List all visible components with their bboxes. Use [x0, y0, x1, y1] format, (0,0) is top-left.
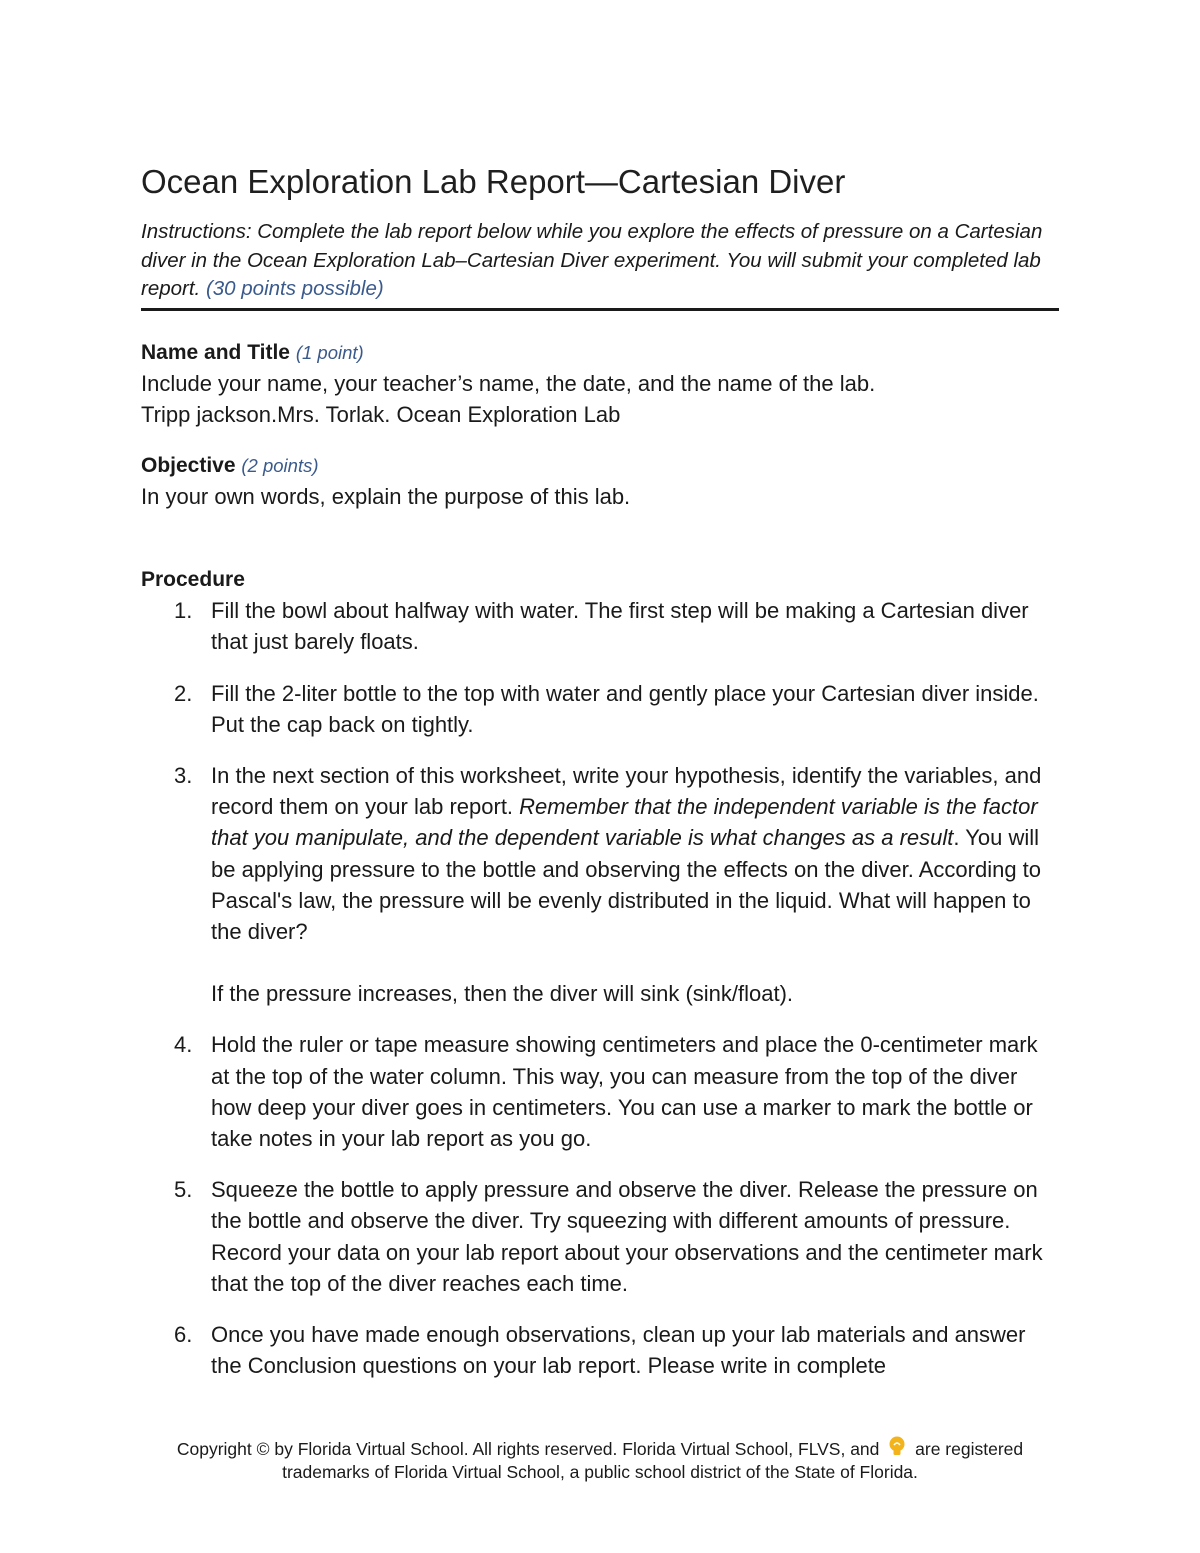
step-number: 4. — [174, 1032, 193, 1058]
instructions-text: Instructions: Complete the lab report below while you explore the effects of pressure on a Cartesian diver in the Ocean Exploration Lab–Cartesian Diver experiment. You will submit your completed lab report. — [141, 220, 1043, 300]
step-text: Hold the ruler or tape measure showing centimeters and place the 0-centimeter mark at the top of the water column. This way, you can measure from the top of the diver how deep your diver goes in centimeters. You can use a marker to mark the bottle or take notes in your lab report as you go. — [211, 1032, 1038, 1151]
procedure-heading — [141, 564, 1059, 595]
step-text: Fill the 2-liter bottle to the top with water and gently place your Cartesian diver inside. Put the cap back on tightly. — [211, 680, 1039, 737]
procedure-step — [141, 678, 1059, 740]
footer-text-a: Copyright © by Florida Virtual School. All rights reserved. Florida Virtual School, FLVS, and — [176, 1439, 880, 1459]
name-title-prompt: Include your name, your teacher’s name, the date, and the name of the lab. — [141, 370, 876, 396]
step-text: In the next section of this worksheet, write your hypothesis, identify the variables, and record them on your lab report. — [211, 762, 1042, 820]
procedure-step — [141, 1174, 1059, 1299]
name-title-heading — [141, 337, 1059, 368]
footer-line-1 — [0, 1436, 1200, 1461]
lightbulb-icon — [888, 1436, 906, 1458]
instructions — [141, 218, 1059, 311]
name-title-label: Name and Title — [141, 340, 290, 364]
procedure-label: Procedure — [141, 568, 245, 592]
copyright-footer — [0, 1436, 1200, 1484]
procedure-step — [141, 1029, 1059, 1154]
name-title-answer: Tripp jackson.Mrs. Torlak. Ocean Exploration Lab — [141, 401, 621, 427]
step-number: 5. — [174, 1177, 193, 1203]
step-number: 1. — [174, 598, 193, 624]
objective-label: Objective — [141, 453, 236, 477]
hypothesis-answer: If the pressure increases, then the diver will sink (sink/float). — [211, 981, 794, 1007]
procedure-step — [141, 595, 1059, 657]
objective-prompt: In your own words, explain the purpose of this lab. — [141, 483, 631, 509]
procedure-steps — [141, 595, 1059, 1381]
instructions-points: (30 points possible) — [205, 277, 384, 300]
name-title-points: (1 point) — [295, 341, 364, 363]
footer-text-b: are registered — [915, 1439, 1024, 1459]
step-text-continued: . You will be applying pressure to the bottle and observing the effects on the diver. According to Pascal's law, the pressure will be evenly distributed in the liquid. What will happen to the diver? — [211, 825, 1042, 944]
objective-points: (2 points) — [241, 454, 319, 476]
step-number: 2. — [174, 680, 193, 706]
footer-line-2: trademarks of Florida Virtual School, a public school district of the State of Florida. — [282, 1462, 918, 1482]
step-number: 3. — [174, 762, 193, 788]
step-text: Once you have made enough observations, clean up your lab materials and answer the Conclusion questions on your lab report. Please write in complete — [211, 1321, 1026, 1379]
step-text: Fill the bowl about halfway with water. The first step will be making a Cartesian diver that just barely floats. — [211, 598, 1029, 655]
step-number: 6. — [174, 1321, 193, 1347]
objective-section — [141, 450, 1059, 512]
procedure-step — [141, 760, 1059, 1009]
name-title-section — [141, 337, 1059, 430]
procedure-section — [141, 564, 1059, 1381]
procedure-step — [141, 1319, 1059, 1381]
objective-heading — [141, 450, 1059, 481]
lab-report-page — [141, 160, 1059, 1401]
step-text-italic: Remember that the independent variable is the factor that you manipulate, and the dependent variable is what changes as a result — [211, 794, 1038, 851]
step-text: Squeeze the bottle to apply pressure and observe the diver. Release the pressure on the bottle and observe the diver. Try squeezing with different amounts of pressure. Record your data on your lab report about your observations and the centimeter mark that the top of the diver reaches each time. — [211, 1177, 1043, 1296]
page-title: Ocean Exploration Lab Report—Cartesian Diver — [141, 163, 846, 200]
